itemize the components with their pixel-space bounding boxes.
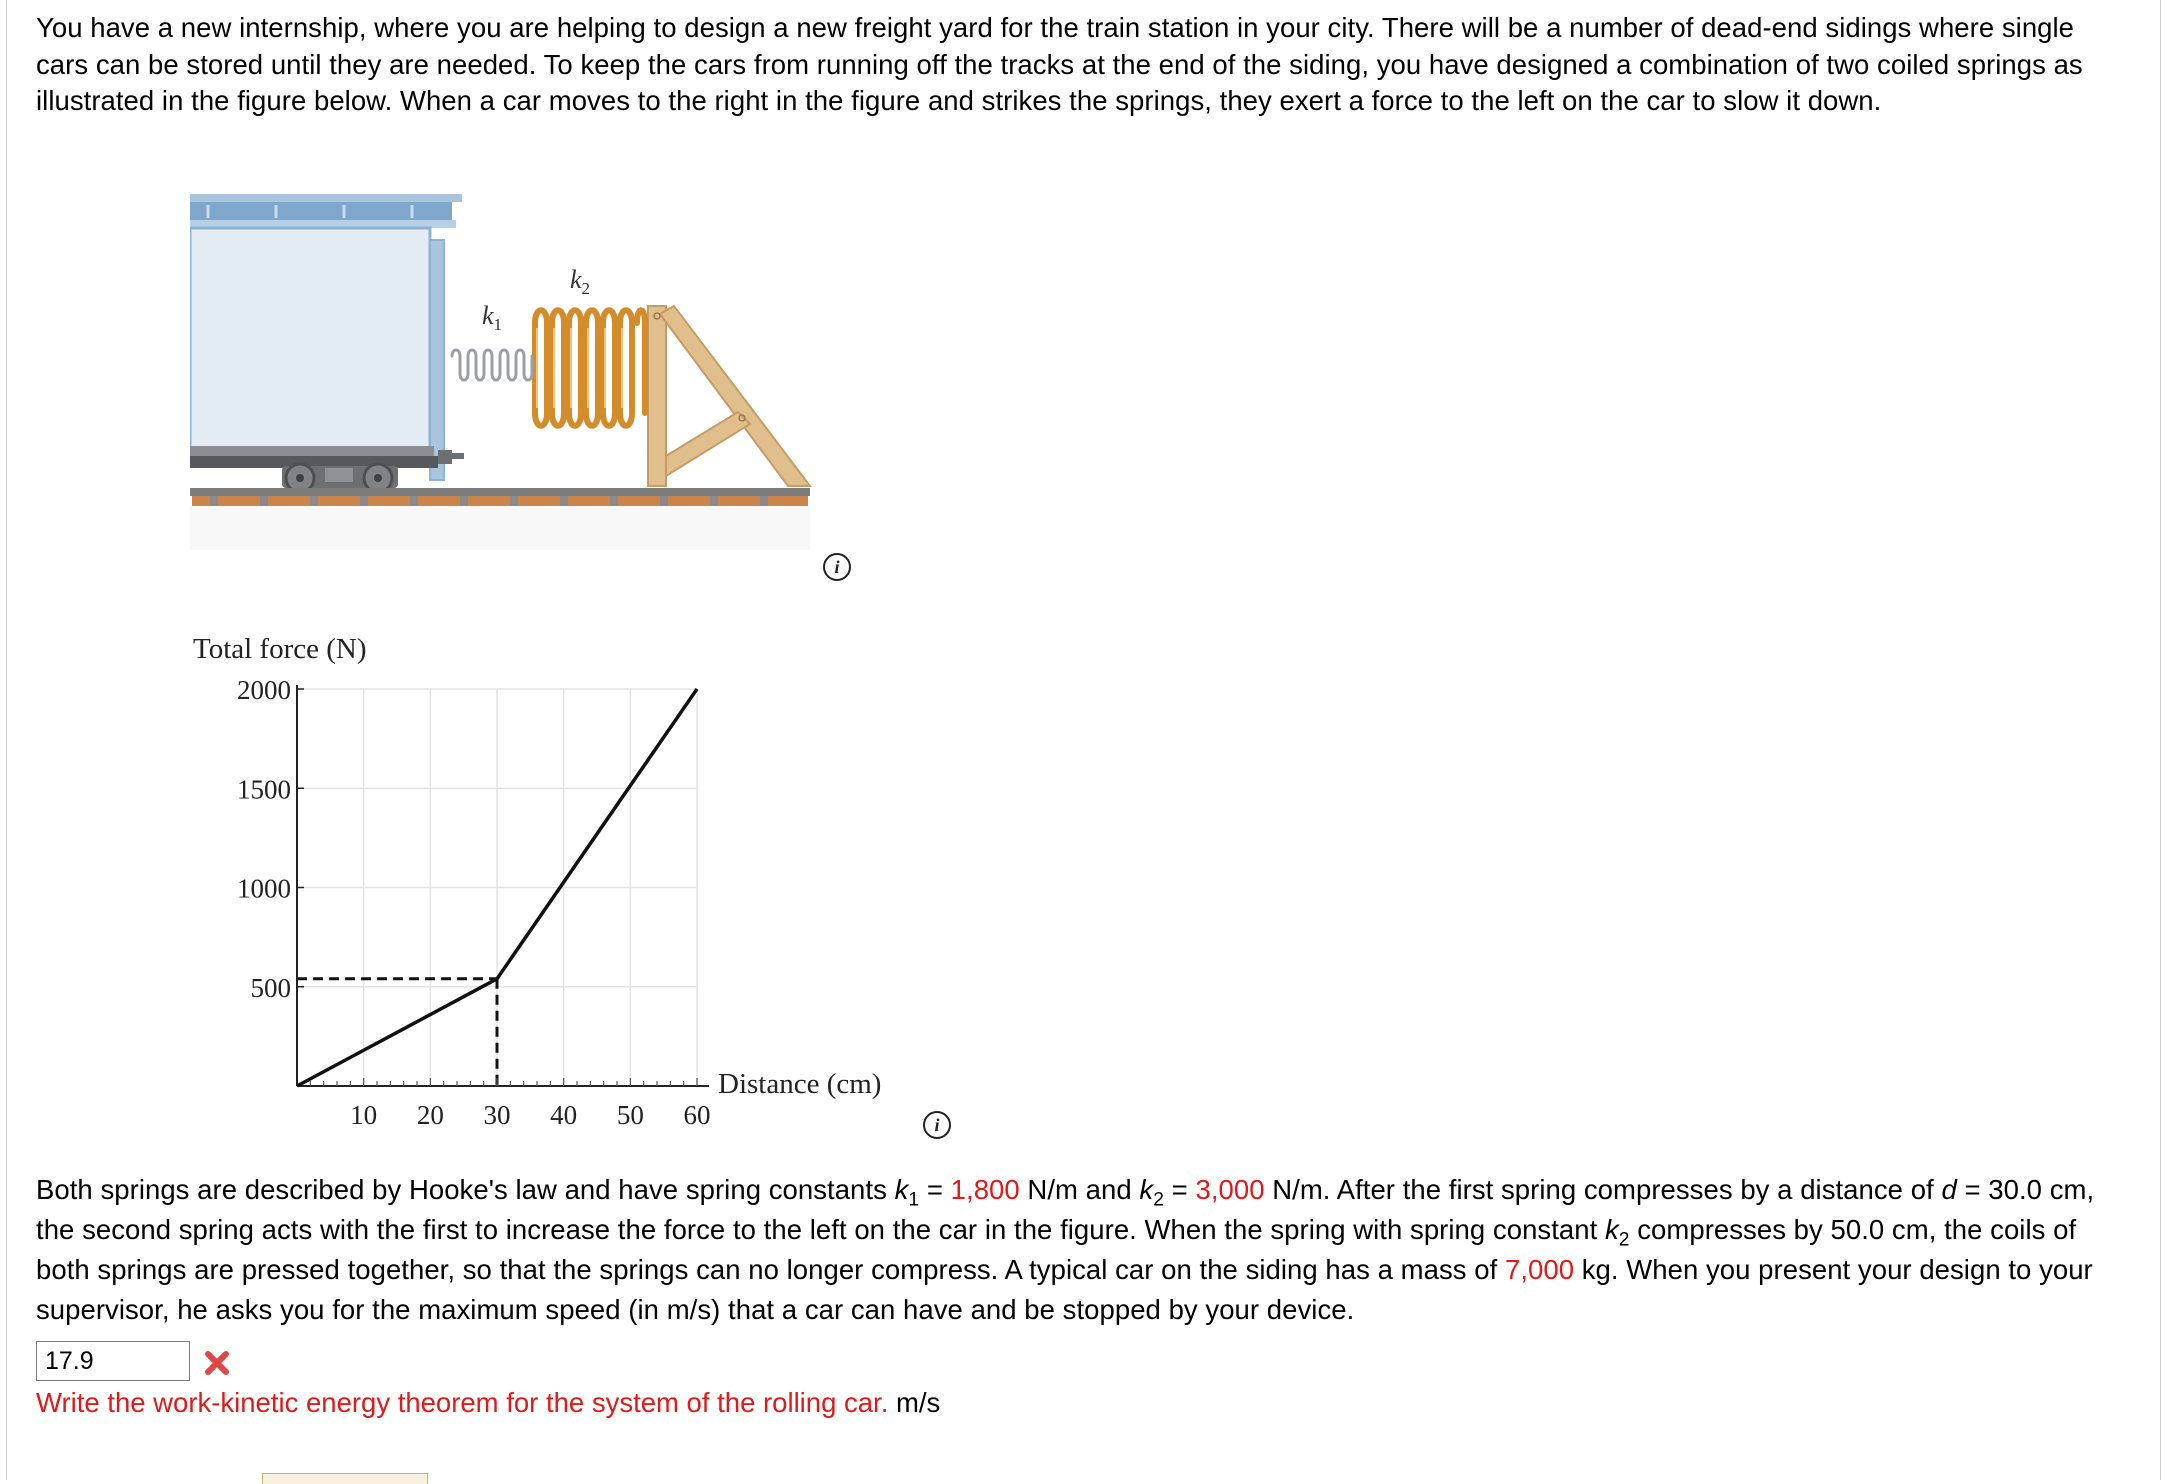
x-tick-label: 20 — [416, 1100, 444, 1130]
info-icon[interactable] — [922, 1110, 952, 1140]
problem-details — [36, 1170, 2131, 1330]
k1-label: $k_1$ — [482, 301, 503, 334]
x-tick-label: 10 — [350, 1100, 378, 1130]
y-tick-label: 500 — [250, 972, 291, 1003]
train-car-figure — [190, 188, 820, 558]
spring-k2 — [535, 310, 645, 426]
text-segment: = — [1163, 1174, 1196, 1205]
k1-subscript: 1 — [908, 1189, 920, 1211]
d-variable: d — [1941, 1174, 1957, 1205]
x-tick-label: 40 — [550, 1100, 578, 1130]
problem-intro: You have a new internship, where you are helping to design a new freight yard for the train station in your city. There will be a number of dead-end sidings where single cars can be stored until they are needed. To keep the cars from running off the tracks at the end of the siding, you have designed a combination of two coiled springs as illustrated in the figure below. When a car moves to the right in the figure and strikes the springs, they exert a force to the left on the car to slow it down. — [36, 12, 2083, 116]
text-segment: N/m. After the first spring compresses by a distance of — [1264, 1174, 1942, 1205]
text-segment: compresses by 50.0 cm, the coils of both springs are pressed together, so that the springs can no longer compress. A typical car on the siding has a mass of — [36, 1214, 2077, 1285]
k2-subscript: 2 — [1153, 1189, 1164, 1211]
y-tick-label: 2000 — [237, 675, 291, 705]
next-input-box[interactable] — [262, 1473, 428, 1484]
svg-text:i: i — [834, 557, 840, 577]
x-tick-label: 50 — [616, 1100, 644, 1130]
right-border — [2160, 0, 2161, 1480]
k2-variable: k — [1139, 1174, 1154, 1205]
x-axis-title: Distance (cm) — [718, 1068, 882, 1100]
text-segment: = 30.0 cm, the second spring acts with the first to increase the force to the left on the car in the figure. When the spring with spring constant — [36, 1174, 2095, 1245]
x-tick-label: 60 — [683, 1100, 711, 1130]
answer-unit: m/s — [895, 1387, 941, 1418]
x-tick-label: 30 — [483, 1100, 511, 1130]
k2-label: $k_2$ — [570, 265, 591, 298]
k2-subscript: 2 — [1618, 1229, 1630, 1251]
close-icon — [203, 1349, 231, 1377]
car-roof — [190, 194, 462, 202]
feedback-line — [36, 1385, 940, 1421]
grid — [297, 689, 697, 1086]
y-tick-label: 1500 — [237, 774, 291, 805]
info-icon[interactable] — [822, 552, 852, 582]
bumper-frame — [648, 306, 810, 486]
feedback-text: Write the work-kinetic energy theorem for the system of the rolling car. — [36, 1387, 889, 1418]
spring-k1 — [452, 350, 532, 380]
text-segment: = — [919, 1174, 951, 1205]
k2-variable: k — [1604, 1214, 1619, 1245]
car-body — [190, 228, 430, 448]
k2-value: 3,000 — [1195, 1174, 1265, 1205]
text-segment: N/m and — [1019, 1174, 1140, 1205]
axes — [297, 685, 709, 1086]
left-border — [6, 0, 7, 1480]
y-axis-title: Total force (N) — [193, 633, 367, 665]
y-tick-label: 1000 — [237, 873, 291, 904]
k1-value: 1,800 — [950, 1174, 1020, 1205]
y-tick-labels — [237, 675, 291, 1003]
answer-input[interactable] — [36, 1341, 190, 1381]
k1-variable: k — [894, 1174, 909, 1205]
text-segment: kg. When you present your design to your supervisor, he asks you for the maximum speed (in m/s) that a car can have and be stopped by your device. — [36, 1254, 2093, 1325]
rail-ties — [192, 496, 808, 506]
text-segment: Both springs are described by Hooke's law and have spring constants — [36, 1174, 895, 1205]
rail — [190, 488, 810, 496]
x-tick-labels — [350, 1100, 710, 1130]
svg-text:i: i — [934, 1115, 940, 1135]
mass-value: 7,000 — [1504, 1254, 1575, 1285]
force-distance-graph — [185, 615, 945, 1145]
